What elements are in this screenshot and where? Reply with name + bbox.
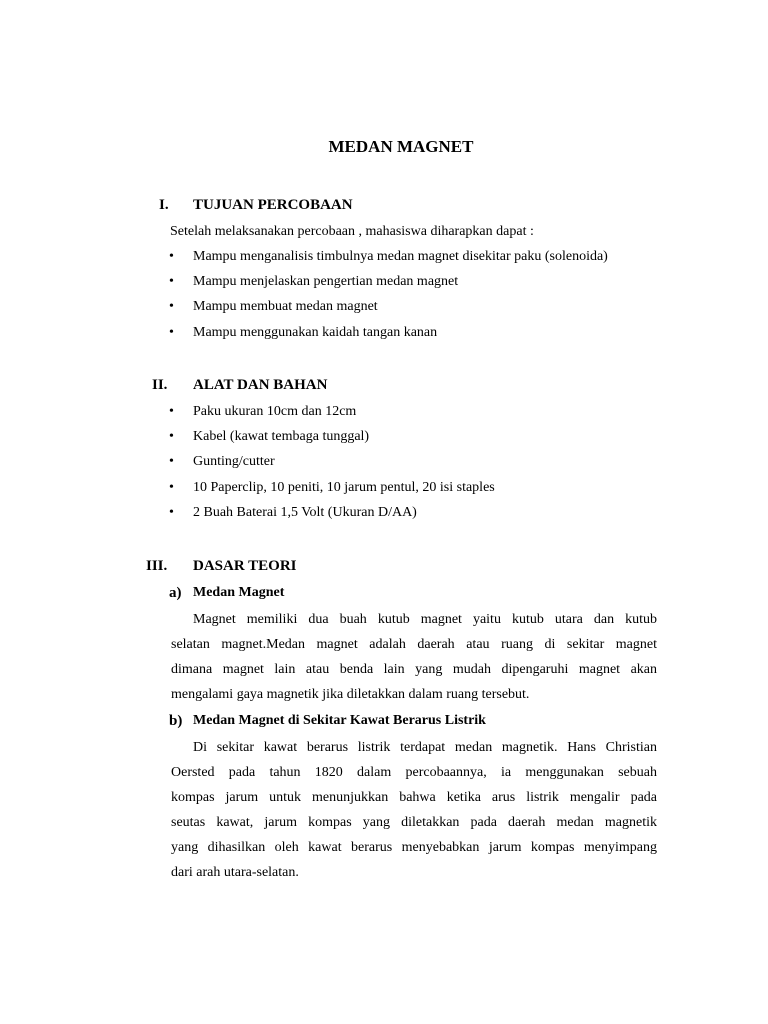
bullet-icon: • (169, 429, 174, 444)
subsection-heading: Medan Magnet di Sekitar Kawat Berarus Listrik (193, 713, 486, 728)
list-item: Mampu menggunakan kaidah tangan kanan (193, 325, 438, 340)
paragraph-line: seutas kawat, jarum kompas yang diletakkan pada daerah medan magnetik (171, 815, 657, 830)
list-item: Mampu membuat medan magnet (193, 299, 378, 314)
section-heading-tujuan: TUJUAN PERCOBAAN (193, 197, 353, 213)
list-item: Kabel (kawat tembaga tunggal) (193, 429, 370, 444)
bullet-icon: • (169, 325, 174, 340)
subsection-label: b) (169, 713, 183, 729)
subsection-label: a) (169, 585, 182, 601)
section-heading-alat: ALAT DAN BAHAN (193, 377, 328, 393)
paragraph-line: selatan magnet.Medan magnet adalah daerah atau ruang di sekitar magnet (171, 637, 657, 652)
bullet-icon: • (169, 249, 174, 264)
list-item: Mampu menganalisis timbulnya medan magnet disekitar paku (solenoida) (193, 249, 608, 264)
section-number: I. (159, 197, 169, 213)
subsection-heading: Medan Magnet (193, 585, 285, 600)
paragraph-line: Oersted pada tahun 1820 dalam percobaannya, ia menggunakan sebuah (171, 765, 657, 780)
bullet-icon: • (169, 299, 174, 314)
bullet-icon: • (169, 454, 174, 469)
list-item: Mampu menjelaskan pengertian medan magnet (193, 274, 459, 289)
bullet-icon: • (169, 274, 174, 289)
paragraph-line: Di sekitar kawat berarus listrik terdapat medan magnetik. Hans Christian (193, 740, 657, 755)
list-item: 2 Buah Baterai 1,5 Volt (Ukuran D/AA) (193, 505, 417, 520)
paragraph-line: dari arah utara-selatan. (171, 865, 299, 880)
bullet-icon: • (169, 505, 174, 520)
section-intro: Setelah melaksanakan percobaan , mahasiswa diharapkan dapat : (170, 224, 534, 239)
paragraph-line: dimana magnet lain atau benda lain yang mudah dipengaruhi magnet akan (171, 662, 657, 677)
list-item: Paku ukuran 10cm dan 12cm (193, 404, 357, 419)
list-item: Gunting/cutter (193, 454, 275, 469)
paragraph-line: Magnet memiliki dua buah kutub magnet yaitu kutub utara dan kutub (193, 612, 657, 627)
paragraph-line: kompas jarum untuk menunjukkan bahwa ketika arus listrik mengalir pada (171, 790, 657, 805)
list-item: 10 Paperclip, 10 peniti, 10 jarum pentul, 20 isi staples (193, 480, 495, 495)
paragraph-line: mengalami gaya magnetik jika diletakkan dalam ruang tersebut. (171, 687, 530, 702)
section-number: III. (146, 558, 168, 574)
section-heading-dasar-teori: DASAR TEORI (193, 558, 297, 574)
page-title: MEDAN MAGNET (328, 137, 474, 156)
section-number: II. (152, 377, 168, 393)
bullet-icon: • (169, 480, 174, 495)
bullet-icon: • (169, 404, 174, 419)
paragraph-line: yang dihasilkan oleh kawat berarus menyebabkan jarum kompas menyimpang (171, 840, 657, 855)
